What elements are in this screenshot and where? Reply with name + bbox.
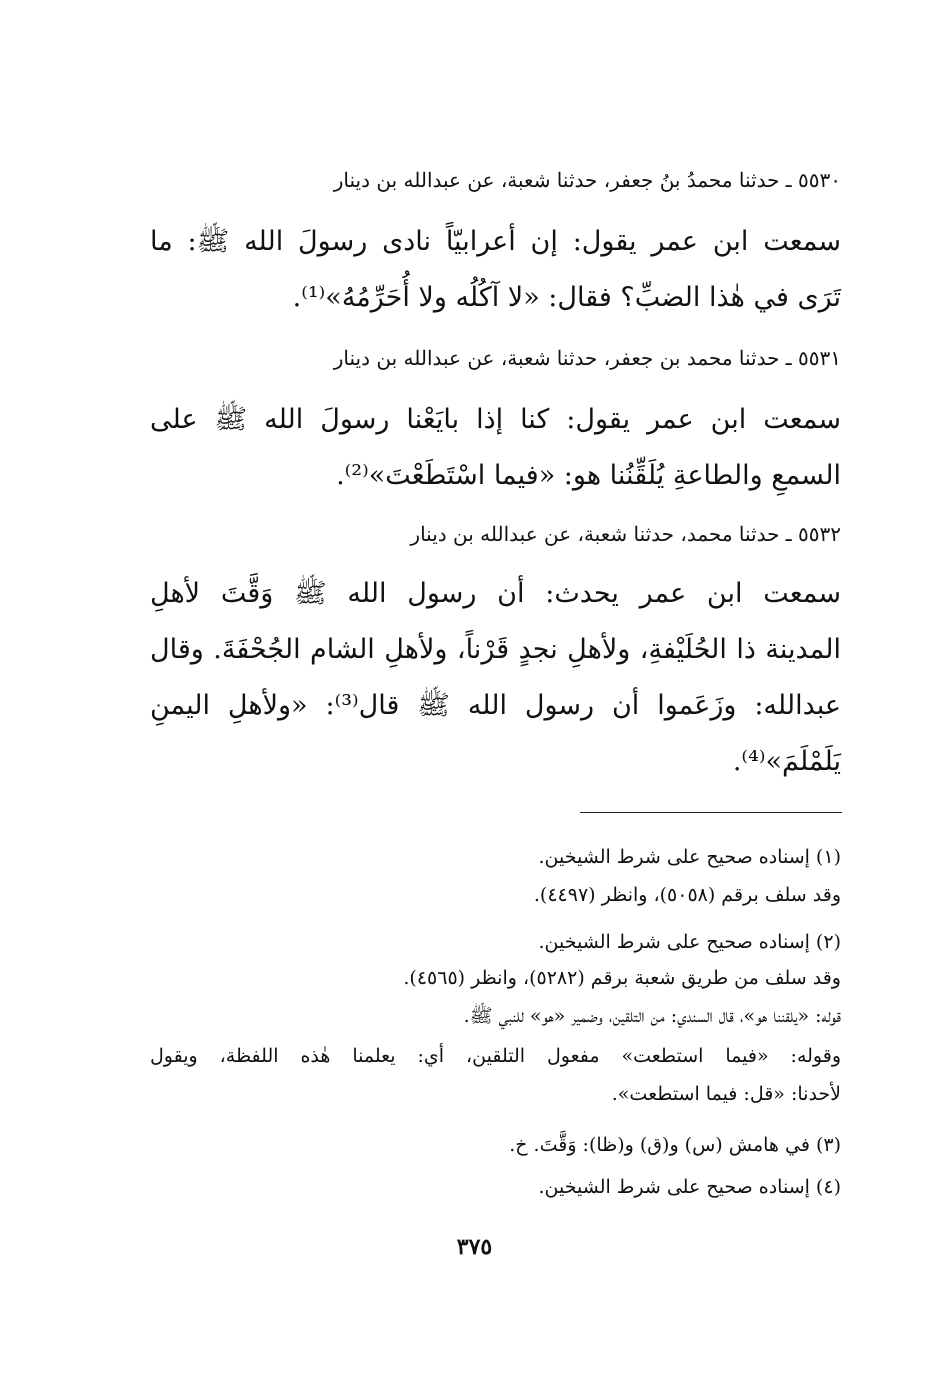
footnote-2-explanation [150, 1044, 841, 1106]
hadith-5532-matn-line: المدينة ذا الحُلَيْفةِ، ولأهلِ نجدٍ قَرْناً، ولأهلِ الشام الجُحْفَةَ. وقال [150, 634, 841, 665]
hadith-5532-matn-line: عبدالله: وزَعَموا أن رسول الله ﷺ قال⁽³⁾: «ولأهلِ اليمنِ [150, 690, 842, 721]
footnote-1-continuation: وقد سلف برقم (٥٠٥٨)، وانظر (٤٤٩٧). [533, 884, 841, 906]
hadith-5532-matn [150, 566, 841, 790]
hadith-5530-matn-line: سمعت ابن عمر يقول: إن أعرابيّاً نادى رسولَ الله ﷺ: ما [150, 226, 841, 257]
hadith-5532-matn-line: سمعت ابن عمر يحدث: أن رسول الله ﷺ وَقَّتَ لأهلِ [150, 578, 841, 609]
hadith-5530-matn-line: تَرَى في هٰذا الضبِّ؟ فقال: «لا آكُلُه ولا أُحَرِّمُهُ»⁽¹⁾. [292, 282, 841, 313]
hadith-5532-chain: ٥٥٣٢ ـ حدثنا محمد، حدثنا شعبة، عن عبدالله بن دينار [410, 522, 841, 546]
hadith-5530-chain: ٥٥٣٠ ـ حدثنا محمدُ بنُ جعفر، حدثنا شعبة، عن عبدالله بن دينار [333, 168, 841, 192]
hadith-5532-matn-line: يَلَمْلَمَ»⁽⁴⁾. [732, 746, 841, 777]
hadith-5531-matn [150, 392, 841, 504]
footnote-2-continuation: وقد سلف من طريق شعبة برقم (٥٢٨٢)، وانظر (٤٥٦٥). [403, 967, 841, 989]
footnote-2-explanation-line: لأحدنا: «قل: فيما استطعت». [611, 1083, 841, 1105]
footnote-separator [580, 812, 842, 813]
footnote-3: (٣) في هامش (س) و(ق) و(ظا): وَقَّتَ. خ. [509, 1134, 841, 1156]
hadith-5531-matn-line: السمعِ والطاعةِ يُلَقِّنُنا هو: «فيما اسْتَطَعْتَ»⁽²⁾. [336, 460, 841, 491]
footnote-2: (٢) إسناده صحيح على شرط الشيخين. [538, 931, 841, 953]
footnote-2-explanation-line: وقوله: «فيما استطعت» مفعول التلقين، أي: يعلمنا هٰذه اللفظة، ويقول [150, 1045, 841, 1067]
footnote-1: (١) إسناده صحيح على شرط الشيخين. [538, 846, 841, 868]
footnote-4: (٤) إسناده صحيح على شرط الشيخين. [538, 1176, 841, 1198]
page-number: ٣٧٥ [456, 1234, 493, 1260]
footnote-2-note: قوله: «يلقننا هو»، قال السندي: من التلقين، وضمير «هو» للنبي ﷺ. [463, 1005, 841, 1027]
hadith-5531-chain: ٥٥٣١ ـ حدثنا محمد بن جعفر، حدثنا شعبة، عن عبدالله بن دينار [333, 346, 841, 370]
hadith-5530-matn [150, 214, 841, 326]
hadith-5531-matn-line: سمعت ابن عمر يقول: كنا إذا بايَعْنا رسولَ الله ﷺ على [150, 404, 841, 435]
